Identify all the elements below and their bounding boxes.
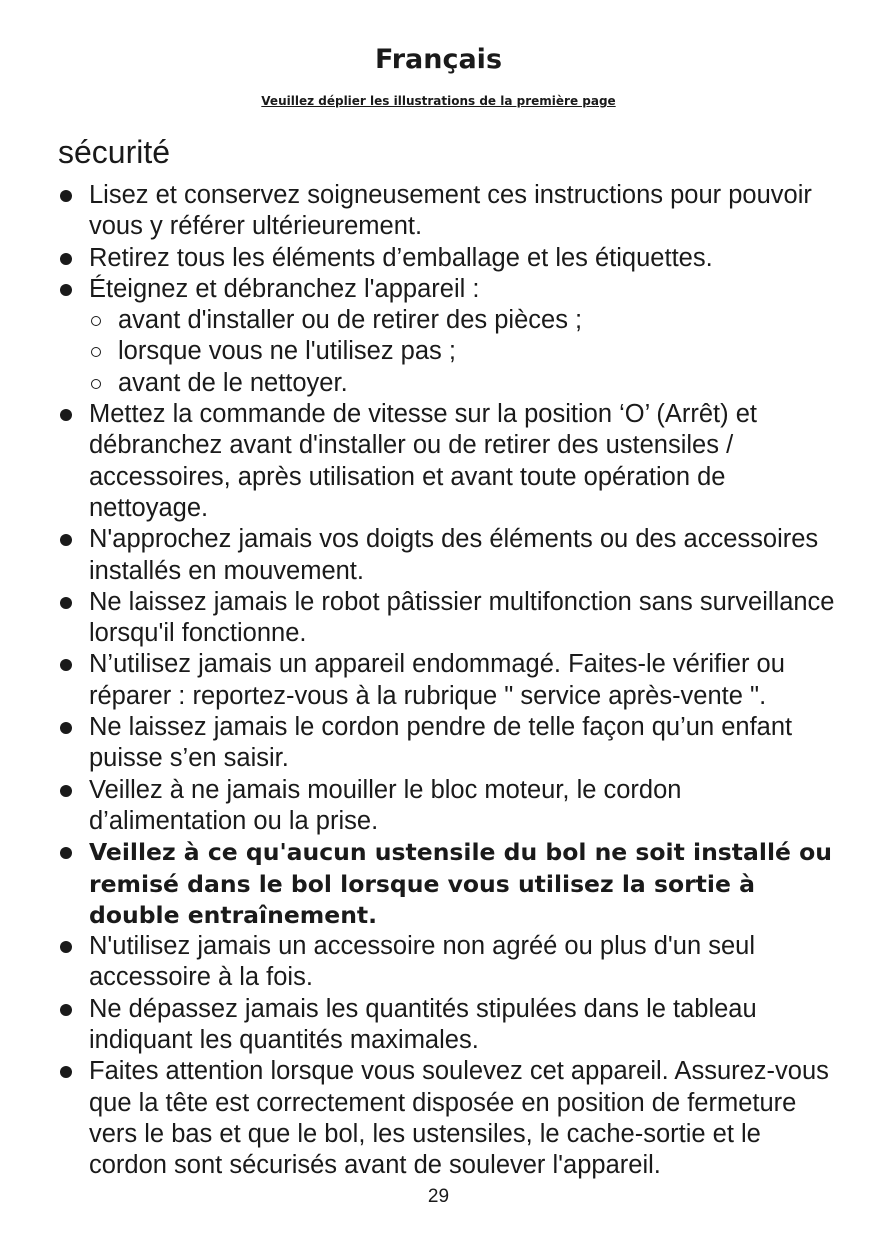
bullet-icon <box>60 190 72 202</box>
list-item-text: Veillez à ne jamais mouiller le bloc moteur, le cordon d’alimentation ou la prise. <box>89 775 682 835</box>
list-item-text: N'utilisez jamais un accessoire non agréé ou plus d'un seul accessoire à la fois. <box>89 932 756 992</box>
bullet-icon <box>60 253 72 265</box>
hollow-bullet-icon <box>91 379 101 389</box>
safety-item-max-quantities <box>60 994 840 1057</box>
list-item-text: Ne laissez jamais le cordon pendre de telle façon qu’un enfant puisse s’en saisir. <box>89 713 793 773</box>
safety-item-bowl-tools-warning <box>60 837 840 931</box>
bullet-icon <box>60 1066 72 1078</box>
bullet-icon <box>60 941 72 953</box>
page-title: Français <box>374 44 503 75</box>
safety-item-keep-dry <box>60 775 840 838</box>
safety-item-remove-packaging <box>60 243 840 274</box>
list-item-text: Veillez à ce qu'aucun ustensile du bol ne soit installé ou remisé dans le bol lorsque vous utilisez la sortie à double entraînement. <box>89 838 832 929</box>
safety-item-switch-off-unplug <box>60 274 840 399</box>
safety-item-lifting <box>60 1056 840 1181</box>
list-item-text: Ne dépassez jamais les quantités stipulées dans le tableau indiquant les quantités maximales. <box>89 994 757 1055</box>
bullet-icon <box>60 534 72 546</box>
safety-item-supervision <box>60 587 840 650</box>
page-number: 29 <box>427 1186 450 1207</box>
safety-item-speed-control <box>60 399 840 524</box>
list-item-text: N’utilisez jamais un appareil endommagé. Faites-le vérifier ou réparer : reportez-vous à la rubrique " service après-vente ". <box>89 650 785 710</box>
list-item-text: Retirez tous les éléments d’emballage et les étiquettes. <box>89 243 713 272</box>
sub-item-text: avant de le nettoyer. <box>118 368 348 397</box>
bullet-icon <box>60 284 72 296</box>
sub-item <box>89 368 840 399</box>
safety-item-damaged-appliance <box>60 649 840 712</box>
unfold-illustrations-note: Veuillez déplier les illustrations de la première page <box>261 94 616 108</box>
safety-item-approved-accessory <box>60 931 840 994</box>
bullet-icon <box>60 847 72 859</box>
hollow-bullet-icon <box>91 316 101 326</box>
sub-item-text: avant d'installer ou de retirer des pièces ; <box>118 306 583 335</box>
safety-list <box>60 180 840 1182</box>
list-item-text: Ne laissez jamais le robot pâtissier multifonction sans surveillance lorsqu'il fonctionne. <box>89 587 835 648</box>
safety-content <box>60 180 840 1182</box>
bullet-icon <box>60 1004 72 1016</box>
bullet-icon <box>60 597 72 609</box>
bullet-icon <box>60 722 72 734</box>
safety-item-fingers <box>60 524 840 587</box>
unplug-sublist <box>89 305 840 399</box>
bullet-icon <box>60 785 72 797</box>
sub-item <box>89 336 840 367</box>
safety-item-read-instructions <box>60 180 840 243</box>
hollow-bullet-icon <box>91 347 101 357</box>
list-item-text: Éteignez et débranchez l'appareil : <box>89 274 480 303</box>
list-item-text: Lisez et conservez soigneusement ces instructions pour pouvoir vous y référer ultérieurement. <box>89 181 812 241</box>
sub-item <box>89 305 840 336</box>
bullet-icon <box>60 409 72 421</box>
list-item-text: N'approchez jamais vos doigts des éléments ou des accessoires installés en mouvement. <box>89 525 819 585</box>
list-item-text: Faites attention lorsque vous soulevez cet appareil. Assurez-vous que la tête est correctement disposée en position de fermeture vers le bas et que le bol, les ustensiles, le cache-sortie et le cordon sont sécurisés avant de soulever l'appareil. <box>89 1057 829 1180</box>
safety-item-cord-children <box>60 712 840 775</box>
list-item-text: Mettez la commande de vitesse sur la position ‘O’ (Arrêt) et débranchez avant d'installer ou de retirer des ustensiles / accessoires, après utilisation et avant toute opération de nettoyage. <box>89 400 757 522</box>
section-heading-safety: sécurité <box>58 134 171 170</box>
bullet-icon <box>60 659 72 671</box>
sub-item-text: lorsque vous ne l'utilisez pas ; <box>118 337 456 366</box>
